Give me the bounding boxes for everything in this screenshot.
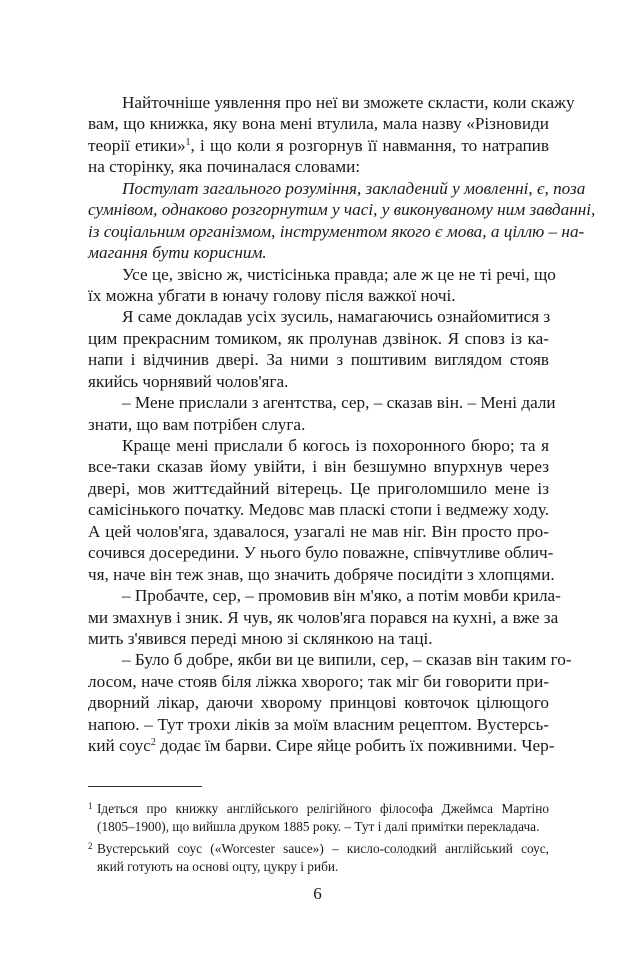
line-text: напи і відчинив двері. За ними з поштивим виглядом стояв — [88, 350, 549, 370]
footnote-line — [88, 800, 549, 818]
line-text: із соціальним організмом, інструментом якого є мова, а ціллю – на- — [88, 221, 585, 241]
paragraph — [88, 178, 596, 264]
line-text: двері, мов життєдайний вітерець. Це приголомшило мене із — [88, 478, 549, 498]
text-line — [88, 199, 596, 220]
line-text: магання бути корисним. — [88, 243, 267, 263]
line-text: А цей чолов'яга, здавалося, узагалі не мав ніг. Він просто про- — [88, 521, 549, 541]
line-text: сумнівом, однаково розгорнутим у часі, у виконуваному ним завданні, — [88, 200, 596, 220]
text-line — [88, 371, 549, 392]
paragraph — [88, 392, 556, 435]
line-text: на сторінку, яка починалася словами: — [88, 157, 361, 177]
line-text: – Пробачте, сер, – промовив він м'яко, а потім мовби крила- — [122, 586, 561, 606]
text-line — [88, 478, 549, 499]
line-text: самісінького початку. Медовс мав пласкі стопи і ведмежу ходу. — [88, 500, 549, 520]
line-text: дворний лікар, даючи хворому принцові ковточок цілющого — [88, 693, 549, 713]
footnote-text: Ідеться про книжку англійського релігійного філософа Джеймса Мартіно — [97, 801, 549, 816]
line-text: Усе це, звісно ж, чистісінька правда; але ж це не ті речі, що — [122, 264, 556, 284]
text-line — [88, 264, 556, 285]
footnote-ref: 2 — [150, 737, 156, 749]
paragraph — [88, 435, 555, 585]
text-line — [88, 649, 572, 670]
line-text: сочився досередини. У нього було поважне, співчутливе облич- — [88, 543, 554, 563]
text-line — [88, 221, 585, 242]
text-line — [88, 456, 549, 477]
text-line — [88, 628, 549, 649]
line-text: ми змахнув і зник. Я чув, як чолов'яга порався на кухні, а вже за — [88, 607, 559, 627]
text-line — [88, 585, 561, 606]
text-line — [88, 178, 586, 199]
footnote — [88, 840, 549, 876]
line-text: вам, що книжка, яку вона мені втулила, мала назву «Різновиди — [88, 114, 549, 134]
text-line — [88, 521, 549, 542]
line-text: Постулат загального розуміння, закладений у мовленні, є, поза — [122, 178, 586, 198]
text-line — [88, 735, 555, 756]
footnote-text: який готують на основі оцту, цукру і риби. — [97, 859, 339, 874]
text-line — [88, 242, 549, 263]
paragraph — [88, 92, 575, 178]
line-text: знати, що вам потрібен слуга. — [88, 414, 306, 434]
text-line — [88, 349, 549, 370]
text-line — [88, 328, 549, 349]
footnote-text: Вустерський соус («Worcester sauce») – кисло-солодкий англійський соус, — [97, 841, 549, 856]
text-line — [88, 392, 556, 413]
body-text — [88, 92, 596, 757]
footnote-line — [88, 858, 549, 876]
line-text: напою. – Тут трохи ліків за моїм власним рецептом. Вустерсь- — [88, 714, 549, 734]
line-text: кий соус — [88, 736, 151, 756]
paragraph — [88, 649, 572, 756]
text-line — [88, 542, 554, 563]
text-line — [88, 285, 549, 306]
text-line — [88, 113, 549, 134]
paragraph — [88, 264, 556, 307]
line-text: цим прекрасним томиком, як пролунав дзвінок. Я сповз із ка- — [88, 328, 549, 348]
text-line — [88, 607, 559, 628]
line-text: теорії етики» — [88, 135, 186, 155]
text-line — [88, 435, 549, 456]
line-text: лосом, наче стояв біля ліжка хворого; так міг би говорити при- — [88, 671, 549, 691]
paragraph — [88, 306, 549, 392]
paragraph — [88, 585, 561, 649]
line-text: мить з'явився переді мною зі склянкою на таці. — [88, 628, 433, 648]
line-text: , і що коли я розгорнув її навмання, то натрапив — [190, 135, 549, 155]
footnote-line — [88, 818, 549, 836]
line-text: – Було б добре, якби ви це випили, сер, – сказав він таким го- — [122, 650, 572, 670]
line-text: чя, наче він теж знав, що значить добряче посидіти з хлопцями. — [88, 564, 555, 584]
line-text: їх можна убгати в юначу голову після важкої ночі. — [88, 285, 456, 305]
page-number: 6 — [313, 884, 322, 903]
line-text: Найточніше уявлення про неї ви зможете скласти, коли скажу — [122, 93, 575, 112]
footnote-mark: 1 — [88, 801, 93, 811]
text-line — [88, 564, 555, 585]
text-line — [88, 714, 549, 735]
line-text: – Мене прислали з агентства, сер, – сказав він. – Мені дали — [122, 393, 556, 413]
text-line — [88, 499, 549, 520]
footnotes — [88, 800, 549, 880]
text-line — [88, 671, 549, 692]
footnote — [88, 800, 549, 836]
text-line — [88, 692, 549, 713]
line-text: додає їм барви. Сире яйце робить їх поживними. Чер- — [155, 736, 555, 756]
text-line — [88, 414, 549, 435]
line-text: якийсь чорнявий чолов'яга. — [88, 371, 289, 391]
footnote-mark: 2 — [88, 841, 93, 851]
footnote-separator — [88, 786, 202, 787]
text-line — [88, 92, 575, 113]
footnote-line — [88, 840, 549, 858]
line-text: все-таки сказав йому увійти, і він безшумно впурхнув через — [88, 457, 549, 477]
footnote-ref: 1 — [185, 136, 191, 148]
text-line — [88, 135, 549, 156]
text-line — [88, 156, 549, 177]
line-text: Краще мені прислали б когось із похоронного бюро; та я — [122, 436, 549, 455]
line-text: Я саме докладав усіх зусиль, намагаючись ознайомитися з — [122, 307, 551, 327]
footnote-text: (1805–1900), що вийшла друком 1885 року. – Тут і далі примітки перекладача. — [97, 819, 540, 834]
text-line — [88, 306, 549, 327]
